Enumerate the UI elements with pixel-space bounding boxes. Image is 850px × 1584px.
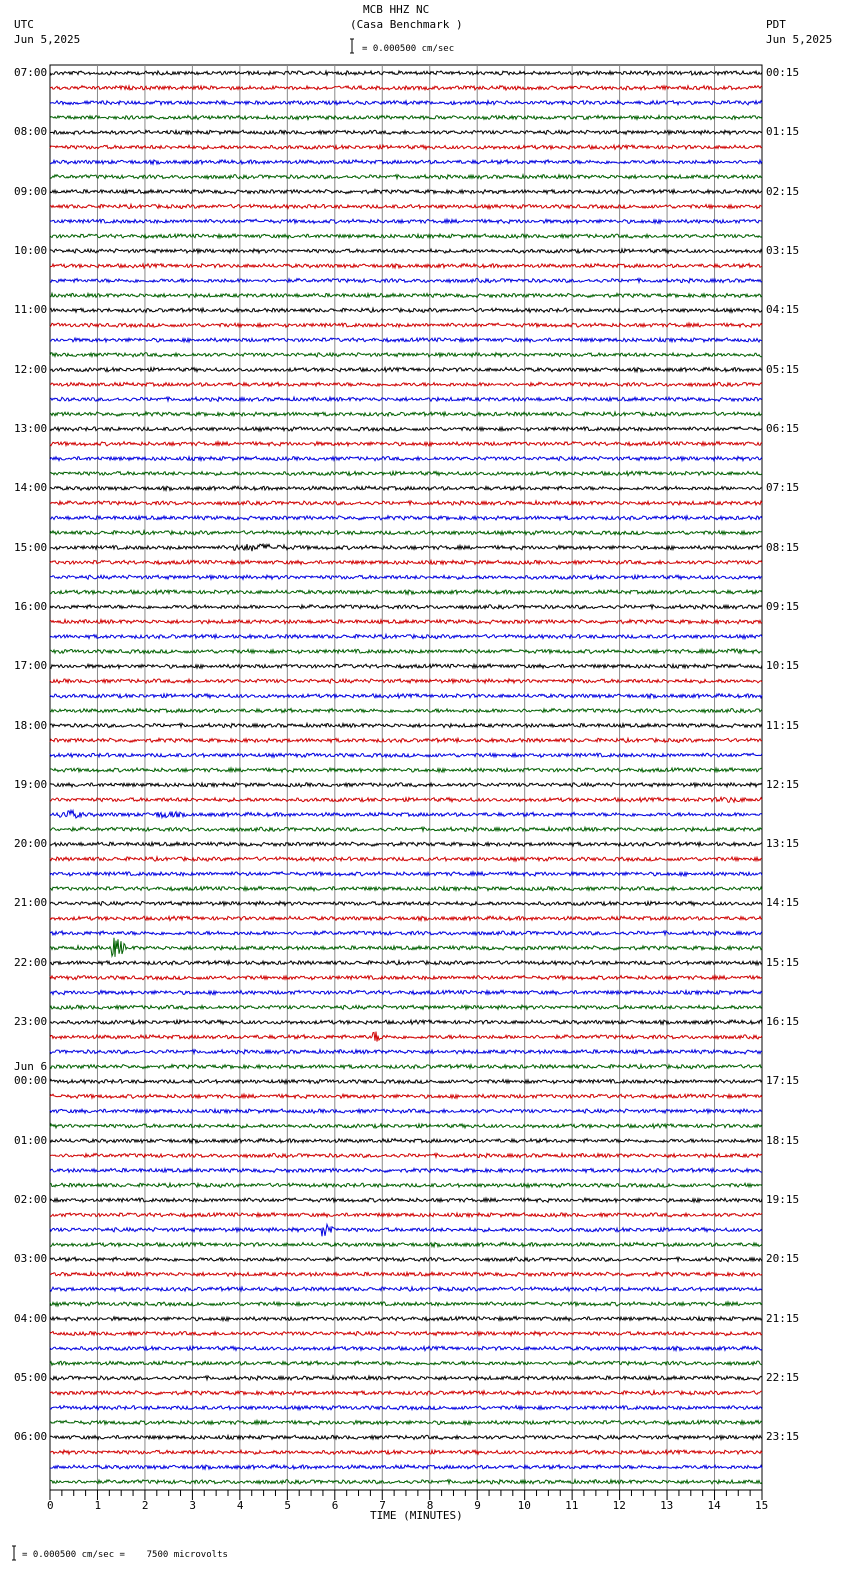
- seismic-trace: [50, 412, 762, 416]
- seismic-trace: [50, 1124, 762, 1128]
- seismic-trace: [50, 293, 762, 297]
- right-time-label: 12:15: [766, 777, 800, 791]
- left-time-label: 22:00: [14, 955, 48, 969]
- right-time-label: 22:15: [766, 1371, 800, 1385]
- right-time-label: 20:15: [766, 1252, 800, 1266]
- seismic-trace: [50, 397, 762, 401]
- x-tick-label: 8: [426, 1499, 434, 1512]
- left-time-label: 16:00: [14, 599, 48, 613]
- seismic-trace: [50, 1198, 762, 1202]
- left-time-label: 19:00: [14, 777, 48, 791]
- x-tick-label: 14: [707, 1499, 721, 1512]
- x-tick-label: 5: [284, 1499, 291, 1512]
- seismic-trace: [50, 810, 762, 818]
- x-tick-label: 10: [517, 1499, 531, 1512]
- left-time-label: 11:00: [14, 303, 48, 317]
- right-time-label: 17:15: [766, 1074, 800, 1088]
- scale-bar-icon: [350, 39, 354, 53]
- seismic-trace: [50, 1406, 762, 1410]
- seismic-trace: [50, 190, 762, 194]
- seismic-trace: [50, 827, 762, 831]
- seismic-trace: [50, 1435, 762, 1439]
- right-time-label: 15:15: [766, 955, 800, 969]
- seismic-trace: [50, 130, 762, 134]
- seismic-trace: [50, 442, 762, 446]
- left-time-label: 05:00: [14, 1371, 48, 1385]
- left-time-label: 10:00: [14, 243, 48, 257]
- left-time-label: 14:00: [14, 481, 48, 495]
- right-time-label: 01:15: [766, 125, 800, 139]
- x-tick-label: 0: [47, 1499, 54, 1512]
- seismic-trace: [50, 1094, 762, 1098]
- seismic-trace: [50, 679, 762, 683]
- seismic-trace: [50, 544, 762, 551]
- x-tick-label: 2: [141, 1499, 149, 1512]
- seismic-trace: [50, 916, 762, 920]
- x-tick-label: 6: [331, 1499, 339, 1512]
- seismic-trace: [50, 1020, 762, 1024]
- seismic-trace: [50, 887, 762, 891]
- seismic-trace: [50, 1153, 762, 1157]
- seismic-trace: [50, 694, 762, 698]
- seismic-trace: [50, 1287, 762, 1291]
- right-time-label: 13:15: [766, 837, 800, 851]
- seismic-trace: [50, 1005, 762, 1009]
- x-tick-label: 12: [612, 1499, 626, 1512]
- left-time-label: 21:00: [14, 896, 48, 910]
- seismic-trace: [50, 1376, 762, 1380]
- right-time-label: 16:15: [766, 1015, 800, 1029]
- header-scale: = 0.000500 cm/sec: [362, 44, 455, 54]
- left-time-label: 02:00: [14, 1193, 48, 1207]
- seismic-trace: [50, 1450, 762, 1454]
- left-time-label: 03:00: [14, 1252, 48, 1266]
- seismic-trace: [50, 1213, 762, 1217]
- x-tick-label: 1: [94, 1499, 102, 1512]
- left-time-label: 00:00: [14, 1074, 48, 1088]
- right-time-label: 03:15: [766, 243, 800, 257]
- right-time-label: 05:15: [766, 362, 800, 376]
- seismic-trace: [50, 175, 762, 179]
- seismic-trace: [50, 219, 762, 223]
- seismic-trace: [50, 1420, 762, 1424]
- seismic-trace: [50, 1480, 762, 1484]
- left-time-label: 18:00: [14, 718, 48, 732]
- right-time-label: 11:15: [766, 718, 800, 732]
- seismic-trace: [50, 1065, 762, 1069]
- seismic-trace: [50, 115, 762, 119]
- seismic-trace: [50, 353, 762, 357]
- x-tick-label: 15: [755, 1499, 769, 1512]
- right-time-label: 07:15: [766, 481, 800, 495]
- seismic-trace: [50, 1243, 762, 1247]
- seismic-trace: [50, 931, 762, 935]
- seismic-trace: [50, 797, 762, 802]
- left-date: Jun 5,2025: [14, 33, 81, 46]
- seismic-trace: [50, 938, 762, 957]
- seismic-trace: [50, 86, 762, 90]
- x-tick-label: 11: [565, 1499, 579, 1512]
- seismic-trace: [50, 961, 762, 965]
- right-time-label: 04:15: [766, 303, 800, 317]
- right-time-label: 18:15: [766, 1133, 800, 1147]
- seismic-trace: [50, 842, 762, 846]
- seismic-trace: [50, 872, 762, 876]
- seismic-trace: [50, 709, 762, 713]
- seismic-trace: [50, 486, 762, 490]
- right-timezone: PDT: [766, 18, 786, 31]
- seismic-trace: [50, 575, 762, 579]
- right-time-label: 09:15: [766, 599, 800, 613]
- seismic-trace: [50, 101, 762, 105]
- right-time-label: 14:15: [766, 896, 800, 910]
- seismic-trace: [50, 723, 762, 727]
- seismic-trace: [50, 605, 762, 609]
- x-tick-label: 4: [236, 1499, 244, 1512]
- footer-scale: = 0.000500 cm/sec = 7500 microvolts: [22, 1550, 228, 1560]
- seismic-trace: [50, 1361, 762, 1365]
- seismic-trace: [50, 368, 762, 372]
- right-time-label: 10:15: [766, 659, 800, 673]
- seismic-trace: [50, 1257, 762, 1261]
- seismic-trace: [50, 1332, 762, 1336]
- right-time-label: 19:15: [766, 1193, 800, 1207]
- left-time-label: 01:00: [14, 1133, 48, 1147]
- left-time-label: 17:00: [14, 659, 48, 673]
- left-time-label: 04:00: [14, 1311, 48, 1325]
- seismic-trace: [50, 323, 762, 327]
- x-tick-label: 9: [474, 1499, 481, 1512]
- right-time-label: 21:15: [766, 1311, 800, 1325]
- right-time-label: 06:15: [766, 421, 800, 435]
- seismic-trace: [50, 249, 762, 253]
- seismic-trace: [50, 160, 762, 164]
- seismic-trace: [50, 990, 762, 994]
- left-time-label: 12:00: [14, 362, 48, 376]
- seismic-trace: [50, 560, 762, 564]
- seismic-trace: [50, 1391, 762, 1395]
- x-tick-label: 13: [660, 1499, 674, 1512]
- x-tick-label: 3: [189, 1499, 197, 1512]
- right-time-label: 08:15: [766, 540, 800, 554]
- seismic-trace: [50, 768, 762, 772]
- left-timezone: UTC: [14, 18, 34, 31]
- seismic-trace: [50, 783, 762, 787]
- seismic-trace: [50, 1465, 762, 1469]
- seismic-trace: [50, 976, 762, 980]
- seismic-trace: [50, 338, 762, 342]
- left-time-label: 20:00: [14, 837, 48, 851]
- seismic-trace: [50, 857, 762, 861]
- left-time-label: 09:00: [14, 184, 48, 198]
- left-time-label: 08:00: [14, 125, 48, 139]
- x-tick-label: 7: [379, 1499, 386, 1512]
- seismic-trace: [50, 620, 762, 624]
- seismic-trace: [50, 531, 762, 535]
- seismic-trace: [50, 1139, 762, 1143]
- seismic-trace: [50, 278, 762, 282]
- seismic-trace: [50, 382, 762, 386]
- seismic-trace: [50, 1050, 762, 1054]
- seismic-trace: [50, 471, 762, 475]
- seismic-trace: [50, 664, 762, 668]
- right-time-label: 23:15: [766, 1430, 800, 1444]
- seismic-trace: [50, 1183, 762, 1187]
- left-time-label: 13:00: [14, 421, 48, 435]
- footer-scale-bar-icon: [12, 1546, 16, 1560]
- seismic-trace: [50, 457, 762, 461]
- seismic-trace: [50, 901, 762, 905]
- seismic-trace: [50, 71, 762, 75]
- seismic-trace: [50, 204, 762, 208]
- seismic-trace: [50, 1109, 762, 1113]
- seismic-trace: [50, 234, 762, 238]
- seismic-trace: [50, 1272, 762, 1276]
- seismic-trace: [50, 1346, 762, 1350]
- seismic-trace: [50, 590, 762, 594]
- seismic-trace: [50, 145, 762, 149]
- seismic-trace: [50, 753, 762, 757]
- seismic-trace: [50, 501, 762, 505]
- left-time-label: 06:00: [14, 1430, 48, 1444]
- seismic-trace: [50, 1224, 762, 1236]
- seismic-trace: [50, 1168, 762, 1172]
- left-time-label: 07:00: [14, 66, 48, 79]
- day-change-label: Jun 6: [14, 1060, 48, 1074]
- left-time-label: 23:00: [14, 1015, 48, 1029]
- right-time-label: 02:15: [766, 184, 800, 198]
- seismic-trace: [50, 264, 762, 268]
- seismic-trace: [50, 1302, 762, 1306]
- seismic-trace: [50, 635, 762, 639]
- seismic-trace: [50, 738, 762, 742]
- right-date: Jun 5,2025: [766, 33, 833, 46]
- seismic-trace: [50, 1317, 762, 1321]
- right-time-label: 00:15: [766, 66, 800, 79]
- seismic-trace: [50, 1032, 762, 1042]
- station-subtitle: (Casa Benchmark ): [350, 18, 463, 31]
- seismic-trace: [50, 516, 762, 520]
- seismic-trace: [50, 308, 762, 312]
- seismic-trace: [50, 649, 762, 654]
- x-axis-label: TIME (MINUTES): [370, 1509, 463, 1522]
- seismic-trace: [50, 427, 762, 431]
- station-title: MCB HHZ NC: [363, 3, 430, 16]
- left-time-label: 15:00: [14, 540, 48, 554]
- seismic-trace: [50, 1080, 762, 1084]
